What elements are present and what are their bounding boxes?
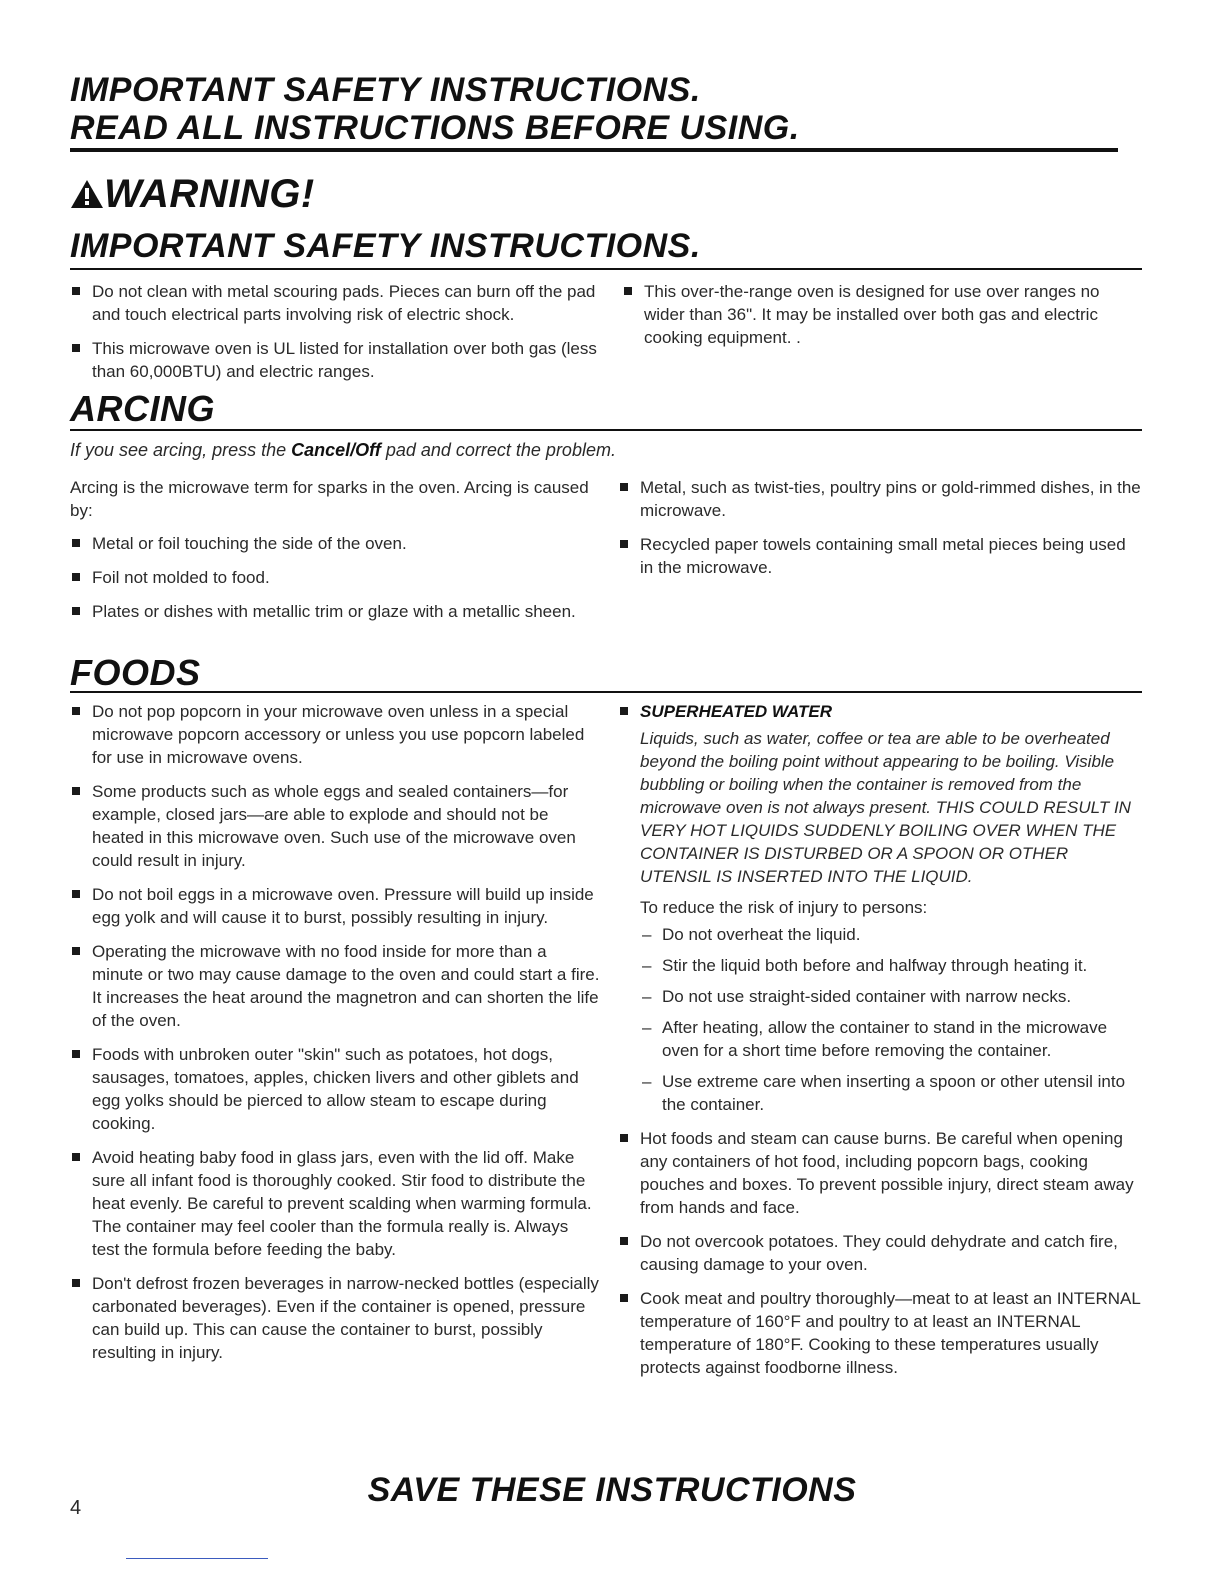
superheated-water-item [618, 700, 1142, 1116]
arcing-lead-before: If you see arcing, press the [70, 440, 292, 460]
arcing-item: Foil not molded to food. [70, 566, 600, 589]
warning-item: This microwave oven is UL listed for installation over both gas (less than 60,000BTU) and electric ranges. [70, 337, 600, 383]
foods-title: FOODS [70, 652, 201, 693]
cancel-off-label: Cancel/Off [291, 440, 381, 460]
arcing-item: Metal, such as twist-ties, poultry pins or gold-rimmed dishes, in the microwave. [618, 476, 1142, 522]
foods-item: Operating the microwave with no food inside for more than a minute or two may cause damage to the oven and could start a fire. It increases the heat around the magnetron and can shorten the life of the oven. [70, 940, 600, 1032]
save-instructions: SAVE THESE INSTRUCTIONS [367, 1471, 857, 1509]
warning-title: WARNING! [104, 172, 315, 216]
arcing-intro: Arcing is the microwave term for sparks in the oven. Arcing is caused by: [70, 478, 589, 520]
arcing-right-column [618, 476, 1142, 590]
arcing-left-column [70, 476, 600, 634]
foods-item: Don't defrost frozen beverages in narrow-necked bottles (especially carbonated beverages). Even if the container is opened, pressure can build up. This can cause the container to burst, possibly resulting in injury. [70, 1272, 600, 1364]
foods-left-column [70, 700, 600, 1375]
foods-item: Avoid heating baby food in glass jars, even with the lid off. Make sure all infant food is thoroughly cooked. Stir food to distribute the heat evenly. Be careful to prevent scalding when warming formula. The container may feel cooler than the formula really is. Always test the formula before feeding the baby. [70, 1146, 600, 1261]
dash-item: – Do not use straight-sided container with narrow necks. [640, 985, 1142, 1008]
foods-item: Cook meat and poultry thoroughly—meat to at least an INTERNAL temperature of 160°F and poultry to at least an INTERNAL temperature of 180°F. Cooking to these temperatures usually protects against foodborne illness. [618, 1287, 1142, 1379]
footer-divider [126, 1558, 268, 1559]
dash-item: – After heating, allow the container to stand in the microwave oven for a short time before removing the container. [640, 1016, 1142, 1062]
arcing-title: ARCING [70, 388, 215, 429]
foods-item: Do not boil eggs in a microwave oven. Pressure will build up inside egg yolk and will cause it to burst, possibly resulting in injury. [70, 883, 600, 929]
reduce-risk-intro: To reduce the risk of injury to persons: [640, 898, 928, 917]
warning-rule [70, 268, 1142, 270]
arcing-item: Metal or foil touching the side of the oven. [70, 532, 600, 555]
arcing-item: Plates or dishes with metallic trim or glaze with a metallic sheen. [70, 600, 600, 623]
dash-item: – Do not overheat the liquid. [640, 923, 1142, 946]
warning-left-column [70, 280, 600, 394]
foods-item: Foods with unbroken outer "skin" such as potatoes, hot dogs, sausages, tomatoes, apples, chicken livers and other giblets and egg yolks should be pierced to allow steam to escape during cooking. [70, 1043, 600, 1135]
header-line-1: IMPORTANT SAFETY INSTRUCTIONS. [70, 71, 701, 109]
foods-item: Do not overcook potatoes. They could dehydrate and catch fire, causing damage to your oven. [618, 1230, 1142, 1276]
foods-item: Hot foods and steam can cause burns. Be careful when opening any containers of hot food, including popcorn bags, cooking pouches and boxes. To prevent possible injury, direct steam away from hands and face. [618, 1127, 1142, 1219]
header-line-2: READ ALL INSTRUCTIONS BEFORE USING. [70, 109, 800, 147]
warning-item: This over-the-range oven is designed for use over ranges no wider than 36". It may be installed over both gas and electric cooking equipment. . [622, 280, 1142, 349]
warning-right-column [622, 280, 1142, 360]
header-rule [70, 148, 1118, 152]
warning-triangle-icon [70, 179, 104, 209]
superheated-water-warning: Liquids, such as water, coffee or tea are able to be overheated beyond the boiling point without appearing to be boiling. Visible bubbling or boiling when the container is removed from the microwave oven is not always present. THIS COULD RESULT IN VERY HOT LIQUIDS SUDDENLY BOILING OVER WHEN THE CONTAINER IS DISTURBED OR A SPOON OR OTHER UTENSIL IS INSERTED INTO THE LIQUID. [640, 729, 1131, 886]
page-number: 4 [70, 1497, 82, 1519]
warning-item: Do not clean with metal scouring pads. Pieces can burn off the pad and touch electrical parts involving risk of electric shock. [70, 280, 600, 326]
dash-item: – Use extreme care when inserting a spoon or other utensil into the container. [640, 1070, 1142, 1116]
superheated-water-label: SUPERHEATED WATER [640, 702, 833, 721]
foods-rule [70, 691, 1142, 693]
arcing-item: Recycled paper towels containing small metal pieces being used in the microwave. [618, 533, 1142, 579]
foods-item: Some products such as whole eggs and sealed containers—for example, closed jars—are able to explode and should not be heated in this microwave oven. Such use of the microwave oven could result in injury. [70, 780, 600, 872]
foods-right-column [618, 700, 1142, 1390]
warning-title-row [70, 170, 315, 220]
arcing-rule [70, 429, 1142, 431]
arcing-lead [70, 438, 616, 462]
dash-item: – Stir the liquid both before and halfway through heating it. [640, 954, 1142, 977]
foods-item: Do not pop popcorn in your microwave oven unless in a special microwave popcorn accessory or unless you use popcorn labeled for use in microwave ovens. [70, 700, 600, 769]
arcing-lead-after: pad and correct the problem. [380, 440, 616, 460]
warning-subtitle: IMPORTANT SAFETY INSTRUCTIONS. [70, 227, 701, 265]
